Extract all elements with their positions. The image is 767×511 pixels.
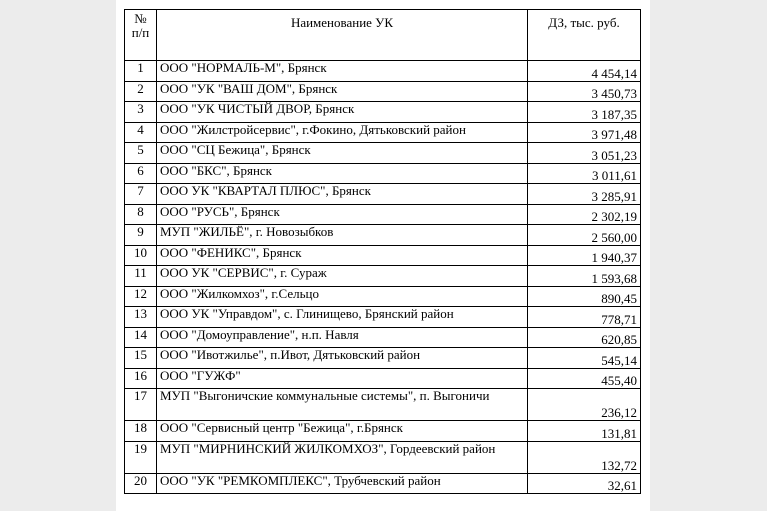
row-value: 2 302,19 bbox=[528, 204, 641, 225]
table-body bbox=[125, 61, 641, 494]
row-value: 1 593,68 bbox=[528, 266, 641, 287]
row-number: 14 bbox=[125, 327, 157, 348]
row-number: 19 bbox=[125, 441, 157, 473]
row-value: 4 454,14 bbox=[528, 61, 641, 82]
table-row bbox=[125, 441, 641, 473]
row-name: ООО УК "СЕРВИС", г. Сураж bbox=[157, 266, 528, 287]
debt-table bbox=[124, 9, 641, 494]
row-name: ООО "УК ЧИСТЫЙ ДВОР, Брянск bbox=[157, 102, 528, 123]
row-number: 7 bbox=[125, 184, 157, 205]
row-value: 778,71 bbox=[528, 307, 641, 328]
row-value: 32,61 bbox=[528, 473, 641, 494]
row-name: МУП "ЖИЛЬЁ", г. Новозыбков bbox=[157, 225, 528, 246]
row-number: 12 bbox=[125, 286, 157, 307]
table-row bbox=[125, 143, 641, 164]
row-name: ООО "БКС", Брянск bbox=[157, 163, 528, 184]
row-name: ООО УК "Управдом", с. Глинищево, Брянский район bbox=[157, 307, 528, 328]
table-row bbox=[125, 286, 641, 307]
table-header-row bbox=[125, 10, 641, 61]
row-value: 2 560,00 bbox=[528, 225, 641, 246]
row-value: 3 971,48 bbox=[528, 122, 641, 143]
row-name: ООО "ФЕНИКС", Брянск bbox=[157, 245, 528, 266]
row-value: 3 450,73 bbox=[528, 81, 641, 102]
row-name: ООО "Сервисный центр "Бежица", г.Брянск bbox=[157, 421, 528, 442]
row-number: 16 bbox=[125, 368, 157, 389]
table-row bbox=[125, 204, 641, 225]
row-name: ООО "УК "РЕМКОМПЛЕКС", Трубчевский район bbox=[157, 473, 528, 494]
table-row bbox=[125, 102, 641, 123]
table-row bbox=[125, 389, 641, 421]
row-number: 13 bbox=[125, 307, 157, 328]
row-value: 545,14 bbox=[528, 348, 641, 369]
row-number: 10 bbox=[125, 245, 157, 266]
row-name: ООО УК "КВАРТАЛ ПЛЮС", Брянск bbox=[157, 184, 528, 205]
row-number: 18 bbox=[125, 421, 157, 442]
row-number: 9 bbox=[125, 225, 157, 246]
row-name: ООО "Жилкомхоз", г.Сельцо bbox=[157, 286, 528, 307]
table-row bbox=[125, 327, 641, 348]
table-row bbox=[125, 421, 641, 442]
table-row bbox=[125, 122, 641, 143]
row-name: ООО "ГУЖФ" bbox=[157, 368, 528, 389]
row-value: 132,72 bbox=[528, 441, 641, 473]
header-name: Наименование УК bbox=[157, 10, 528, 61]
row-number: 6 bbox=[125, 163, 157, 184]
row-name: ООО "Жилстройсервис", г.Фокино, Дятьковский район bbox=[157, 122, 528, 143]
table-row bbox=[125, 163, 641, 184]
row-value: 620,85 bbox=[528, 327, 641, 348]
row-value: 890,45 bbox=[528, 286, 641, 307]
row-number: 3 bbox=[125, 102, 157, 123]
row-value: 455,40 bbox=[528, 368, 641, 389]
table-row bbox=[125, 225, 641, 246]
document-page bbox=[116, 0, 650, 511]
table-row bbox=[125, 81, 641, 102]
table-row bbox=[125, 368, 641, 389]
row-name: МУП "Выгоничские коммунальные системы", п. Выгоничи bbox=[157, 389, 528, 421]
row-value: 3 285,91 bbox=[528, 184, 641, 205]
table-row bbox=[125, 184, 641, 205]
row-name: ООО "УК "ВАШ ДОМ", Брянск bbox=[157, 81, 528, 102]
table-row bbox=[125, 61, 641, 82]
row-value: 3 187,35 bbox=[528, 102, 641, 123]
table-row bbox=[125, 473, 641, 494]
row-name: МУП "МИРНИНСКИЙ ЖИЛКОМХОЗ", Гордеевский район bbox=[157, 441, 528, 473]
header-num: № п/п bbox=[125, 10, 157, 61]
row-value: 3 051,23 bbox=[528, 143, 641, 164]
row-name: ООО "РУСЬ", Брянск bbox=[157, 204, 528, 225]
header-debt: ДЗ, тыс. руб. bbox=[528, 10, 641, 61]
table-row bbox=[125, 266, 641, 287]
row-name: ООО "Домоуправление", н.п. Навля bbox=[157, 327, 528, 348]
row-number: 4 bbox=[125, 122, 157, 143]
row-number: 11 bbox=[125, 266, 157, 287]
table-row bbox=[125, 348, 641, 369]
row-value: 3 011,61 bbox=[528, 163, 641, 184]
row-number: 1 bbox=[125, 61, 157, 82]
row-number: 5 bbox=[125, 143, 157, 164]
row-number: 15 bbox=[125, 348, 157, 369]
table-row bbox=[125, 245, 641, 266]
row-number: 8 bbox=[125, 204, 157, 225]
row-value: 236,12 bbox=[528, 389, 641, 421]
row-name: ООО "Ивотжилье", п.Ивот, Дятьковский район bbox=[157, 348, 528, 369]
row-number: 20 bbox=[125, 473, 157, 494]
row-value: 131,81 bbox=[528, 421, 641, 442]
table-row bbox=[125, 307, 641, 328]
row-name: ООО "НОРМАЛЬ-М", Брянск bbox=[157, 61, 528, 82]
row-value: 1 940,37 bbox=[528, 245, 641, 266]
row-number: 2 bbox=[125, 81, 157, 102]
row-name: ООО "СЦ Бежица", Брянск bbox=[157, 143, 528, 164]
row-number: 17 bbox=[125, 389, 157, 421]
